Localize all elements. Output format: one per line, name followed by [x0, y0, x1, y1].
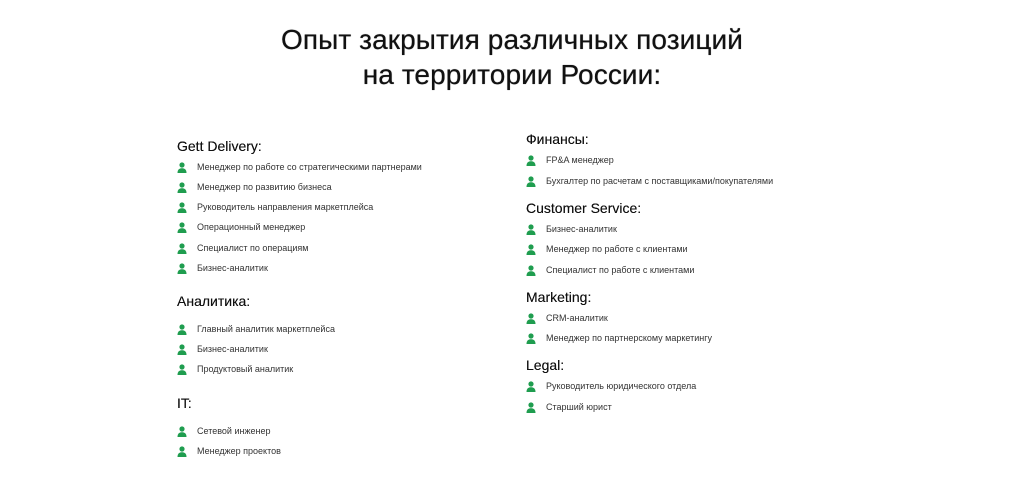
- section-title: Customer Service:: [526, 200, 642, 216]
- list-item-label: Главный аналитик маркетплейса: [197, 324, 335, 334]
- list-item-label: Бизнес-аналитик: [546, 224, 617, 234]
- list-item: [177, 342, 268, 356]
- list-item: [526, 222, 617, 236]
- list-item-label: Сетевой инженер: [197, 426, 271, 436]
- person-icon: [177, 364, 187, 375]
- person-icon: [526, 381, 536, 392]
- person-icon: [177, 202, 187, 213]
- list-item-label: Старший юрист: [546, 402, 612, 412]
- list-item: [177, 362, 293, 376]
- list-item: [177, 444, 281, 458]
- section-title: Gett Delivery:: [177, 138, 262, 154]
- list-item: [177, 220, 305, 234]
- list-item-label: Операционный менеджер: [197, 222, 306, 232]
- list-item-label: Бизнес-аналитик: [197, 344, 268, 354]
- person-icon: [177, 182, 187, 193]
- list-item: [177, 160, 422, 174]
- page-title-line-1: Опыт закрытия различных позиций: [280, 24, 744, 55]
- list-item-label: Менеджер по работе со стратегическими партнерами: [197, 162, 422, 172]
- person-icon: [177, 446, 187, 457]
- list-item-label: Бизнес-аналитик: [197, 263, 268, 273]
- list-item-label: Руководитель направления маркетплейса: [197, 202, 374, 212]
- person-icon: [526, 402, 536, 413]
- list-item: [177, 424, 270, 438]
- list-item: [177, 200, 373, 214]
- list-item-label: CRM-аналитик: [546, 313, 608, 323]
- section-title: Legal:: [526, 357, 565, 373]
- list-item-label: Менеджер по партнерскому маркетингу: [546, 333, 713, 343]
- list-item-label: Менеджер по работе с клиентами: [546, 244, 688, 254]
- list-item: [526, 263, 694, 277]
- person-icon: [526, 155, 536, 166]
- list-item-label: Менеджер проектов: [197, 446, 281, 456]
- list-item: [526, 311, 608, 325]
- list-item: [526, 153, 614, 167]
- list-item: [526, 174, 773, 188]
- list-item: [177, 241, 309, 255]
- list-item: [177, 322, 335, 336]
- person-icon: [526, 313, 536, 324]
- list-item: [177, 180, 332, 194]
- person-icon: [177, 426, 187, 437]
- list-item-label: Руководитель юридического отдела: [546, 381, 697, 391]
- person-icon: [177, 243, 187, 254]
- list-item-label: FP&A менеджер: [546, 155, 614, 165]
- page-title: [0, 22, 1024, 92]
- person-icon: [526, 333, 536, 344]
- section-title: Финансы:: [526, 131, 589, 147]
- person-icon: [526, 224, 536, 235]
- list-item-label: Специалист по работе с клиентами: [546, 265, 695, 275]
- person-icon: [177, 263, 187, 274]
- person-icon: [177, 344, 187, 355]
- list-item: [177, 261, 268, 275]
- person-icon: [177, 222, 187, 233]
- list-item: [526, 242, 688, 256]
- list-item-label: Продуктовый аналитик: [197, 364, 294, 374]
- person-icon: [526, 265, 536, 276]
- person-icon: [526, 176, 536, 187]
- person-icon: [177, 324, 187, 335]
- page-title-line-2: на территории России:: [362, 59, 662, 90]
- list-item: [526, 331, 712, 345]
- section-title: Marketing:: [526, 289, 592, 305]
- list-item-label: Бухгалтер по расчетам с поставщиками/покупателями: [546, 176, 774, 186]
- section-title: IT:: [177, 395, 192, 411]
- section-title: Аналитика:: [177, 293, 251, 309]
- list-item: [526, 379, 696, 393]
- person-icon: [177, 162, 187, 173]
- list-item-label: Менеджер по развитию бизнеса: [197, 182, 332, 192]
- person-icon: [526, 244, 536, 255]
- list-item-label: Специалист по операциям: [197, 243, 309, 253]
- list-item: [526, 400, 612, 414]
